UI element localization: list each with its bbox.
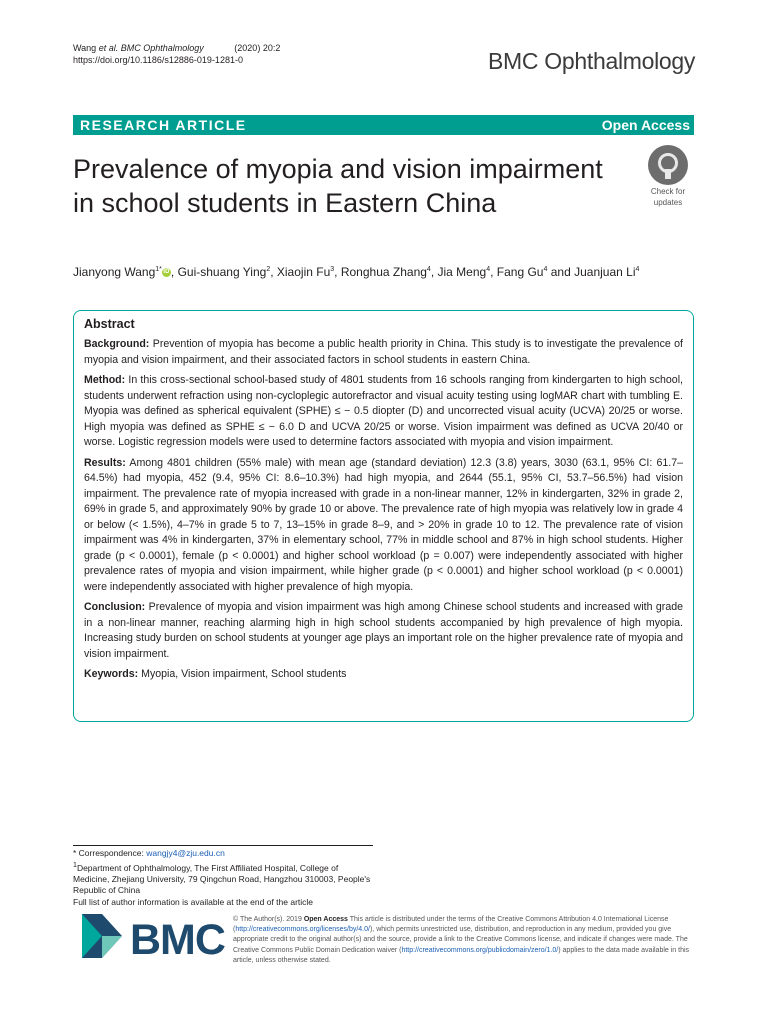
license-text-2: ), which permits unrestricted use, distribution, and reproduction in any medium, provided you give appropriate credit to the original author(s) and the source, provide a link to the Creative Commons license, and indicate if changes were made. The Creative Commons Public Domain Dedication waiver ( [233,926,688,954]
author-name[interactable]: Juanjuan Li [574,265,636,279]
citation-etal: et al. [98,43,119,53]
open-access-label: Open Access [601,117,690,133]
authors-and: and [550,265,571,279]
bmc-logo-text: BMC [130,916,225,964]
author-name[interactable]: Xiaojin Fu [276,265,331,279]
abstract-box [73,310,694,722]
footnote [73,848,373,908]
correspondence-label: * Correspondence: [73,848,144,858]
check-updates-line2: updates [653,198,683,207]
abstract-method [84,373,683,451]
author-name[interactable]: Gui-shuang Ying [177,265,267,279]
method-text: In this cross-sectional school-based study of 4801 students from 16 schools ranging from kindergarten to high school, students underwent refraction using non-cycloplegic autorefractor and visual acuity testing using logMAR chart with tumbling E. Myopia was defined as spherical equivalent (SPHE) ≤ − 0.5 diopter (D) and uncorrected visual acuity (UCVA) 20/25 or worse. High myopia was defined as SPHE ≤ − 6.0 D and UCVA 20/25 or worse. Vision impairment was defined as UCVA 20/40 or worse. Logistic regression models were used to determine factors associated with myopia and vision impairment. [84,374,683,448]
citation-authors: Wang [73,43,97,53]
bmc-logo [80,912,225,964]
author-affiliation-sup: 4 [426,266,431,273]
background-label: Background: [84,338,150,350]
author-name[interactable]: Fang Gu [496,265,544,279]
author-affiliation-sup: 4 [486,266,491,273]
open-access-bold: Open Access [303,916,348,923]
copyright: © The Author(s). 2019 [233,916,302,923]
author-name[interactable]: Jianyong Wang [73,265,156,279]
full-author-info-note: Full list of author information is available at the end of the article [73,896,314,907]
license-text-1: This article is distributed under the terms of the Creative Commons Attribution 4.0 International License ( [233,916,669,934]
license-text-3: ) applies to the data made available in this article, unless otherwise stated. [233,946,690,964]
abstract-conclusion [84,600,683,662]
conclusion-label: Conclusion: [84,601,146,613]
license-text [233,915,693,966]
abstract-results [84,456,683,596]
cc-zero-link[interactable]: http://creativecommons.org/publicdomain/zero/1.0/ [401,946,559,954]
author-affiliation-sup: 4 [543,266,548,273]
journal-name: BMC Ophthalmology [488,48,696,74]
author-affiliation-sup: 1* [155,266,162,273]
article-title: Prevalence of myopia and vision impairment in school students in Eastern China [73,154,603,218]
author-list: Jianyong Wang$^{1*}$ iD , Gui-shuang Ying$^2$, Xiaojin Fu$^3$, Ronghua Zhang$^4$, Jia Meng$^4$, Fang Gu$^4$ and Juanjuan Li$^4$ [73,265,640,279]
results-label: Results: [84,456,126,469]
results-text: Among 4801 children (55% male) with mean age (standard deviation) 12.3 (3.8) years, 3030 (63.1, 95% CI: 61.7–64.5%) had myopia, 452 (9.4, 95% CI: 8.6–10.3%) had high myopia, and 2644 (55.1, 95% CI, 53.7–56.5%) had vision impairment. The prevalence rate of myopia increased with grade in a non-linear manner, 12% in kindergarten, 32% in grade 2, 69% in grade 5, and approximately 90% by grade 10 or above. The prevalence rate of high myopia was relatively low in grade 4 or below (< 1.5%), 4–7% in grade 5 to 7, 13–15% in grade 8–9, and > 20% in grade 10 to 12. The prevalence rate of vision impairment was 4% in kindergarten, 37% in elementary school, 77% in middle school and 87% in high school students. Higher grade (p < 0.0001), female (p < 0.0001) and higher school workload (p = 0.007) were independently associated with higher prevalence rates of myopia and vision impairment, while higher grade (p < 0.0001) and higher school workload (p < 0.0001) were independently associated with higher prevalence of high myopia. [84,456,683,593]
abstract-background [84,337,683,368]
correspondence-line [73,848,373,860]
doi-link[interactable]: https://doi.org/10.1186/s12886-019-1281-0 [73,55,243,65]
footnote-divider [73,845,373,846]
check-updates-icon [648,145,688,185]
bmc-logo-mark-icon [80,912,124,960]
author-name[interactable]: Jia Meng [437,265,487,279]
citation-line [73,42,280,54]
citation-journal: BMC Ophthalmology [120,43,204,53]
abstract-heading: Abstract [84,317,135,331]
conclusion-text: Prevalence of myopia and vision impairment was high among Chinese school students and increased with grade in a non-linear manner, reaching alarming high in high school students accompanied by high prevalence of high myopia. Increasing study burden on school students at younger age plays an important role on the higher prevalence rate of myopia and vision impairment. [84,601,683,660]
keywords-label: Keywords: [84,668,139,680]
author-affiliation-sup: 2 [266,266,271,273]
author-name[interactable]: Ronghua Zhang [340,265,427,279]
abstract-keywords [84,667,683,683]
correspondence-email-link[interactable]: wangjy4@zju.edu.cn [146,848,225,858]
keywords-text: Myopia, Vision impairment, School students [141,668,347,680]
check-for-updates-button[interactable] [642,145,694,207]
author-affiliation-sup: 4 [635,266,640,273]
method-label: Method: [84,374,126,386]
check-updates-line1: Check for [650,187,686,196]
affiliation-text: Department of Ophthalmology, The First Affiliated Hospital, College of Medicine, Zhejiang University, 79 Qingchun Road, Hangzhou 310003, People's Republic of China [73,862,371,896]
article-type-banner [73,115,694,135]
affiliation-sup: 1 [73,860,77,869]
orcid-icon[interactable]: iD [163,269,170,276]
article-type-label: RESEARCH ARTICLE [80,117,247,133]
cc-by-link[interactable]: http://creativecommons.org/licenses/by/4.0/ [235,926,370,934]
citation-year: (2020) 20:2 [234,43,281,53]
affiliation-line [73,860,373,897]
author-affiliation-sup: 3 [330,266,335,273]
background-text: Prevention of myopia has become a public health priority in China. This study is to investigate the prevalence of myopia and vision impairment, and their associated factors in school students in eastern China. [84,338,683,366]
